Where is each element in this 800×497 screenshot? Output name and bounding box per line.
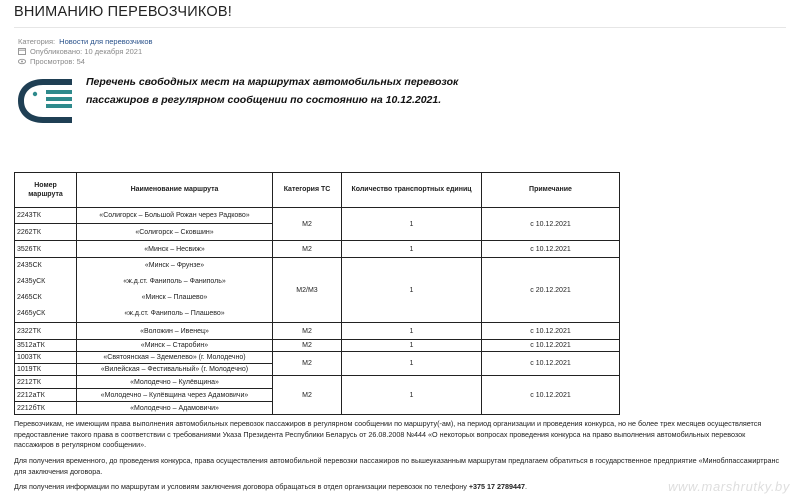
vehicle-category: М2	[273, 208, 342, 241]
route-name-group	[77, 258, 273, 323]
list-heading-line1: Перечень свободных мест на маршрутах автомобильных перевозок	[86, 76, 459, 88]
header-count: Количество транспортных единиц	[342, 173, 482, 208]
route-number: 2212аТК	[15, 389, 77, 402]
vehicle-category: М2/М3	[273, 258, 342, 323]
table-row	[15, 340, 620, 352]
vehicle-count: 1	[342, 376, 482, 415]
route-number: 2212ТК	[15, 376, 77, 389]
vehicle-count: 1	[342, 323, 482, 340]
vehicle-category: М2	[273, 376, 342, 415]
table-row	[15, 208, 620, 224]
route-note: с 10.12.2021	[482, 340, 620, 352]
routes-table	[14, 172, 620, 415]
page-title: ВНИМАНИЮ ПЕРЕВОЗЧИКОВ!	[14, 4, 232, 20]
published-line	[18, 47, 142, 56]
title-divider	[14, 27, 786, 28]
route-name: «ж.д.ст. Фаниполь – Плашево»	[124, 310, 225, 317]
paragraph-contract: Для получения временного, до проведения конкурса, права осуществления автомобильной перевозки пассажиров по вышеуказанным маршрутам предлагаем обратиться в государственное предприятие «Миноблпассажиртранс для заключения договора.	[14, 456, 780, 476]
table-row	[15, 323, 620, 340]
phone-number: +375 17 2789447	[468, 482, 525, 491]
category-link[interactable]: Новости для перевозчиков	[59, 37, 153, 46]
company-logo	[14, 76, 74, 126]
route-note: с 10.12.2021	[482, 323, 620, 340]
route-name: «Солигорск – Сковшин»	[77, 224, 273, 241]
route-note: с 10.12.2021	[482, 241, 620, 258]
route-number: 2262ТК	[15, 224, 77, 241]
route-note: с 10.12.2021	[482, 352, 620, 376]
route-number-group	[15, 258, 77, 323]
route-name: «Святоянская – Здемелево» (г. Молодечно)	[77, 352, 273, 364]
route-number: 2465уСК	[17, 310, 46, 317]
header-number: Номер маршрута	[15, 173, 77, 208]
route-number: 2243ТК	[15, 208, 77, 224]
route-number: 3512аТК	[15, 340, 77, 352]
vehicle-count: 1	[342, 241, 482, 258]
table-row	[15, 258, 620, 323]
header-note: Примечание	[482, 173, 620, 208]
route-number: 2465СК	[17, 294, 42, 301]
vehicle-count: 1	[342, 258, 482, 323]
vehicle-category: М2	[273, 241, 342, 258]
table-header-row	[15, 173, 620, 208]
paragraph-rights: Перевозчикам, не имеющим права выполнения автомобильных перевозок пассажиров в регулярном сообщении по маршруту(-ам), на период организации и проведения конкурса, но не более трех месяцев осуществляется предоставление такого права в соответствии с требованиями Указа Президента Республики Беларусь от 26.08.2008 №444 «О некоторых вопросах проведения конкурса на право выполнения автомобильных перевозок пассажиров в регулярном сообщении».	[14, 419, 762, 449]
route-name: «Минск – Старобин»	[77, 340, 273, 352]
header-name: Наименование маршрута	[77, 173, 273, 208]
table-row	[15, 376, 620, 389]
route-name: «Молодечно – Кулёвщина»	[77, 376, 273, 389]
route-number: 1019ТК	[15, 364, 77, 376]
route-note: с 10.12.2021	[482, 376, 620, 415]
vehicle-count: 1	[342, 208, 482, 241]
route-name: «ж.д.ст. Фаниполь – Фаниполь»	[123, 278, 226, 285]
published-date: Опубликовано: 10 декабря 2021	[30, 47, 143, 56]
route-name: «Вилейская – Фестивальный» (г. Молодечно)	[77, 364, 273, 376]
eye-icon	[18, 58, 26, 65]
route-note: с 10.12.2021	[482, 208, 620, 241]
route-name: «Молодечно – Кулёвщина через Адамовичи»	[77, 389, 273, 402]
route-number: 2435уСК	[17, 278, 46, 285]
contact-text: Для получения информации по маршрутам и условиям заключения договора обращаться в отдел организации перевозок по телефону	[14, 482, 467, 491]
vehicle-category: М2	[273, 340, 342, 352]
vehicle-category: М2	[273, 323, 342, 340]
table-row	[15, 241, 620, 258]
vehicle-count: 1	[342, 340, 482, 352]
route-name: «Минск – Плашево»	[141, 294, 208, 301]
route-number: 2212бТК	[15, 402, 77, 415]
category-label: Категория:	[18, 37, 56, 46]
vehicle-count: 1	[342, 352, 482, 376]
views-count: Просмотров: 54	[30, 57, 85, 66]
route-name: «Минск – Фрунзе»	[144, 262, 205, 269]
route-name: «Минск – Несвиж»	[77, 241, 273, 258]
list-heading-line2: пассажиров в регулярном сообщении по состоянию на 10.12.2021.	[86, 94, 442, 106]
route-number: 2322ТК	[15, 323, 77, 340]
route-name: «Воложин – Ивенец»	[77, 323, 273, 340]
views-line	[18, 57, 85, 66]
route-number: 2435СК	[17, 262, 42, 269]
table-row	[15, 352, 620, 364]
route-number: 3526ТК	[15, 241, 77, 258]
header-category: Категория ТС	[273, 173, 342, 208]
calendar-icon	[18, 48, 26, 55]
category-line	[18, 37, 153, 46]
route-note: с 20.12.2021	[482, 258, 620, 323]
vehicle-category: М2	[273, 352, 342, 376]
route-number: 1003ТК	[15, 352, 77, 364]
site-watermark: www.marshrutky.by	[668, 479, 790, 494]
route-name: «Солигорск – Большой Рожан через Радково»	[77, 208, 273, 224]
route-name: «Молодечно – Адамовичи»	[77, 402, 273, 415]
contact-end: .	[525, 482, 527, 491]
